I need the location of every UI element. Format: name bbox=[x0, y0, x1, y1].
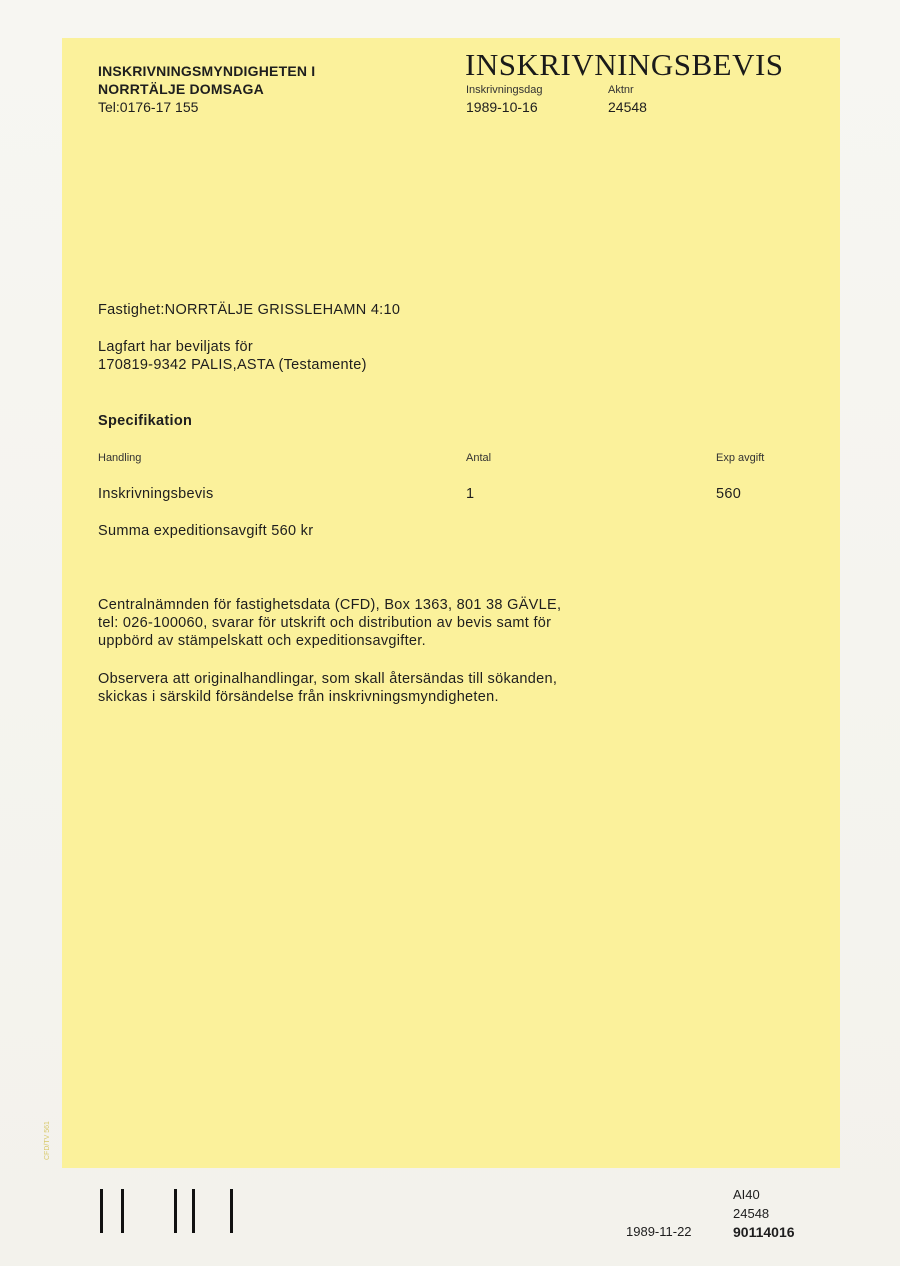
file-number-label: Aktnr bbox=[608, 84, 634, 96]
barcode-bar bbox=[121, 1189, 124, 1233]
authority-name-line2: NORRTÄLJE DOMSAGA bbox=[98, 81, 264, 97]
footer-date: 1989-11-22 bbox=[626, 1224, 692, 1239]
fee-total: Summa expeditionsavgift 560 kr bbox=[98, 523, 314, 539]
footer-code: AI40 bbox=[733, 1187, 760, 1202]
row-document: Inskrivningsbevis bbox=[98, 486, 214, 502]
barcode-bar bbox=[174, 1189, 177, 1233]
grant-line: Lagfart har beviljats för bbox=[98, 339, 253, 355]
observe-note-line1: Observera att originalhandlingar, som skall återsändas till sökanden, bbox=[98, 671, 558, 687]
document-title: INSKRIVNINGSBEVIS bbox=[465, 47, 784, 82]
barcode-bar bbox=[230, 1189, 233, 1233]
observe-note-line2: skickas i särskild försändelse från inskrivningsmyndigheten. bbox=[98, 689, 499, 705]
cfd-note-line3: uppbörd av stämpelskatt och expeditionsavgifter. bbox=[98, 633, 426, 649]
barcode-bar bbox=[100, 1189, 103, 1233]
cfd-note-line1: Centralnämnden för fastighetsdata (CFD), Box 1363, 801 38 GÄVLE, bbox=[98, 597, 562, 613]
property-designation: Fastighet:NORRTÄLJE GRISSLEHAMN 4:10 bbox=[98, 302, 401, 318]
column-header-fee: Exp avgift bbox=[716, 452, 765, 464]
authority-phone: Tel:0176-17 155 bbox=[98, 99, 199, 115]
column-header-quantity: Antal bbox=[466, 452, 492, 464]
specification-heading: Specifikation bbox=[98, 413, 193, 429]
column-header-document: Handling bbox=[98, 452, 142, 464]
footer-reference-number: 90114016 bbox=[733, 1224, 795, 1240]
authority-name-line1: INSKRIVNINGSMYNDIGHETEN I bbox=[98, 63, 316, 79]
footer-file-number: 24548 bbox=[733, 1206, 770, 1221]
file-number: 24548 bbox=[608, 99, 647, 115]
side-print-code: CFD/TV 561 bbox=[44, 1121, 51, 1160]
barcode-bar bbox=[192, 1189, 195, 1233]
row-fee: 560 bbox=[716, 486, 742, 502]
registration-date: 1989-10-16 bbox=[466, 99, 538, 115]
barcode-marks bbox=[100, 1189, 240, 1233]
grantee-line: 170819-9342 PALIS,ASTA (Testamente) bbox=[98, 357, 367, 373]
row-quantity: 1 bbox=[466, 486, 475, 502]
registration-date-label: Inskrivningsdag bbox=[466, 84, 543, 96]
cfd-note-line2: tel: 026-100060, svarar för utskrift och distribution av bevis samt för bbox=[98, 615, 552, 631]
